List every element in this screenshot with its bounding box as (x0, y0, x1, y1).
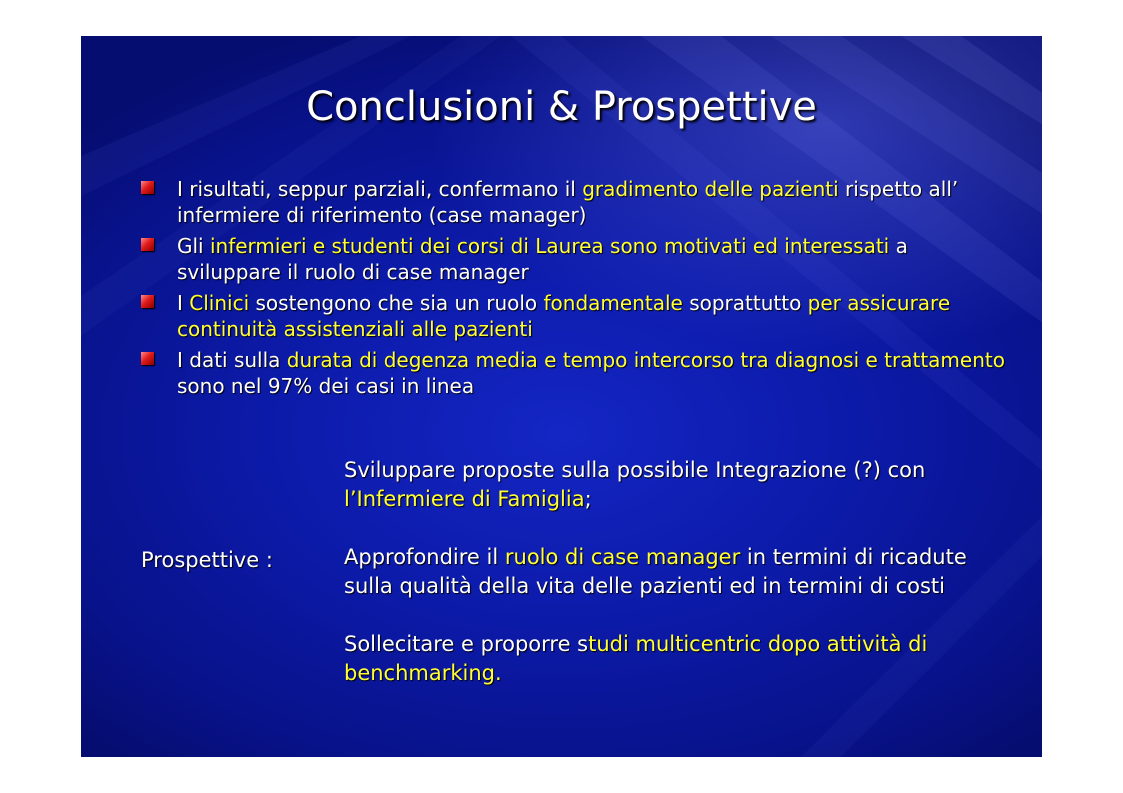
bullet-highlight: durata di degenza media e tempo intercorso tra diagnosi e trattamento (286, 348, 1005, 372)
conclusion-bullet (139, 347, 1009, 399)
paragraph-text: ; (584, 487, 592, 511)
red-square-bullet-icon (141, 238, 154, 251)
paragraph-highlight: ruolo di case manager (504, 545, 741, 569)
bullet-text: soprattutto (682, 291, 808, 315)
paragraph-text: Approfondire il (344, 545, 505, 569)
paragraph-text: Sviluppare proposte sulla possibile Integrazione (?) con (344, 458, 926, 482)
prospettive-label: Prospettive : (141, 548, 273, 572)
bullet-text: I dati sulla (177, 348, 287, 372)
conclusion-bullet (139, 290, 1009, 342)
slide-title: Conclusioni & Prospettive (306, 84, 817, 130)
prospettive-list (344, 456, 1004, 688)
paragraph-text: in termini di ricadute sulla qualità della vita delle pazienti ed in termini di costi (344, 545, 967, 598)
paragraph-highlight: l’Infermiere di Famiglia (344, 487, 585, 511)
red-square-bullet-icon (141, 352, 154, 365)
red-square-bullet-icon (141, 295, 154, 308)
prospettiva-paragraph (344, 543, 1004, 601)
bullet-highlight: gradimento delle pazienti (582, 177, 839, 201)
bullet-highlight: Clinici (189, 291, 250, 315)
bullet-text: I risultati, seppur parziali, confermano il (177, 177, 583, 201)
bullet-text: sostengono che sia un ruolo (249, 291, 544, 315)
conclusion-bullet (139, 233, 1009, 285)
conclusion-bullet (139, 176, 1009, 228)
bullet-highlight: fondamentale (543, 291, 683, 315)
prospettiva-paragraph (344, 630, 1004, 688)
slide (81, 36, 1042, 757)
bullet-text: a sviluppare il ruolo di case manager (177, 234, 908, 284)
bullet-text: sono nel 97% dei casi in linea (177, 374, 475, 398)
bullet-text: rispetto all’ infermiere di riferimento (case manager) (177, 177, 959, 227)
red-square-bullet-icon (141, 181, 154, 194)
bullet-text: Gli (177, 234, 210, 258)
prospettiva-paragraph (344, 456, 1004, 514)
paragraph-text: Sollecitare e proporre s (344, 632, 589, 656)
bullet-text: I (177, 291, 190, 315)
bullet-highlight: per assicurare continuità assistenziali alle pazienti (177, 291, 951, 341)
paragraph-highlight: tudi multicentric dopo attività di benchmarking. (344, 632, 928, 685)
bullet-highlight: infermieri e studenti dei corsi di Laurea sono motivati ed interessati (209, 234, 890, 258)
conclusions-list (139, 176, 1009, 404)
